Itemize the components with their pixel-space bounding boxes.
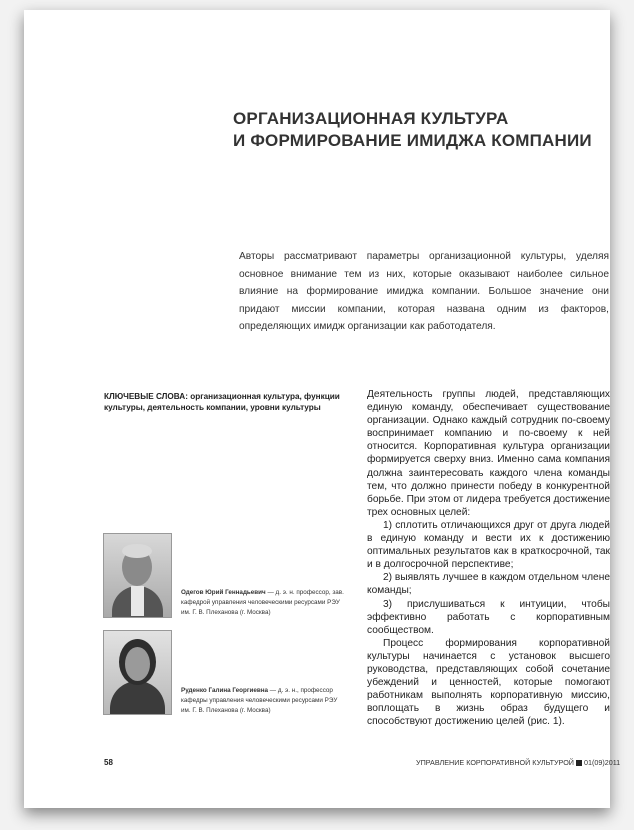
square-bullet-icon (576, 760, 582, 766)
author-1-caption (181, 588, 346, 618)
keywords-block (104, 391, 356, 413)
author-1-details: — д. э. н. профессор, зав. кафедрой управления человеческими ресурсами РЭУ им. Г. В. Плеханова (г. Москва) (181, 589, 344, 616)
author-1-name: Одегов Юрий Геннадьевич (181, 589, 266, 596)
journal-page (24, 10, 621, 808)
keywords-label: КЛЮЧЕВЫЕ СЛОВА: (104, 392, 188, 401)
author-2-name: Руденко Галина Георгиевна (181, 687, 269, 694)
article-title (233, 108, 613, 152)
body-paragraph-1: Деятельность группы людей, представляющих единую команду, обеспечивает существование организации. Однако каждый сотрудник по-своему воспринимает компанию и по-своему к ней относится. Корпоративная культура организации формируется сверху вниз. Именно сама компания должна заинтересовать каждого члена команды тем, что должно принести победу в конкурентной борьбе. При этом от лидера требуется достижение трех основных целей: (367, 389, 610, 518)
author-2-caption (181, 686, 346, 716)
body-paragraph-5: Процесс формирования корпоративной культуры начинается с установок высшего руководства, представляющих собой сочетание убеждений и ценностей, которые помогают работникам выполнять корпоративную миссию, воплощать в жизнь образ будущего и способствуют достижению целей (рис. 1). (367, 637, 610, 728)
author-photo-1 (103, 533, 172, 618)
page-number: 58 (104, 758, 113, 767)
article-abstract: Авторы рассматривают параметры организационной культуры, уделяя основное внимание тем из них, которые оказывают наиболее сильное влияние на формирование имиджа компании. Большое значение они придают миссии компании, которая названа одним из факторов, определяющих имидж организации как работодателя. (239, 251, 609, 332)
journal-footer (416, 758, 620, 767)
journal-name: УПРАВЛЕНИЕ КОРПОРАТИВНОЙ КУЛЬТУРОЙ (416, 758, 574, 767)
keywords-text: организационная культура, функции культуры, деятельность компании, уровни культуры (104, 392, 340, 412)
journal-issue: 01(09)2011 (583, 758, 621, 767)
body-paragraph-2: 1) сплотить отличающихся друг от друга людей в единую команду и вести их к достижению оптимальных результатов как в краткосрочной, так и в долгосрочной перспективе; (367, 519, 610, 571)
author-2-details: — д. э. н., профессор кафедры управления человеческими ресурсами РЭУ им. Г. В. Плеханова (г. Москва) (181, 687, 338, 714)
article-body (367, 388, 610, 728)
author-photo-2 (103, 630, 172, 715)
body-paragraph-4: 3) прислушиваться к интуиции, чтобы эффективно работать с корпоративным сообществом. (367, 598, 610, 636)
article-title-line-2: И ФОРМИРОВАНИЕ ИМИДЖА КОМПАНИИ (233, 131, 592, 150)
article-title-line-1: ОРГАНИЗАЦИОННАЯ КУЛЬТУРА (233, 109, 509, 128)
body-paragraph-3: 2) выявлять лучшее в каждом отдельном члене команды; (367, 572, 610, 597)
